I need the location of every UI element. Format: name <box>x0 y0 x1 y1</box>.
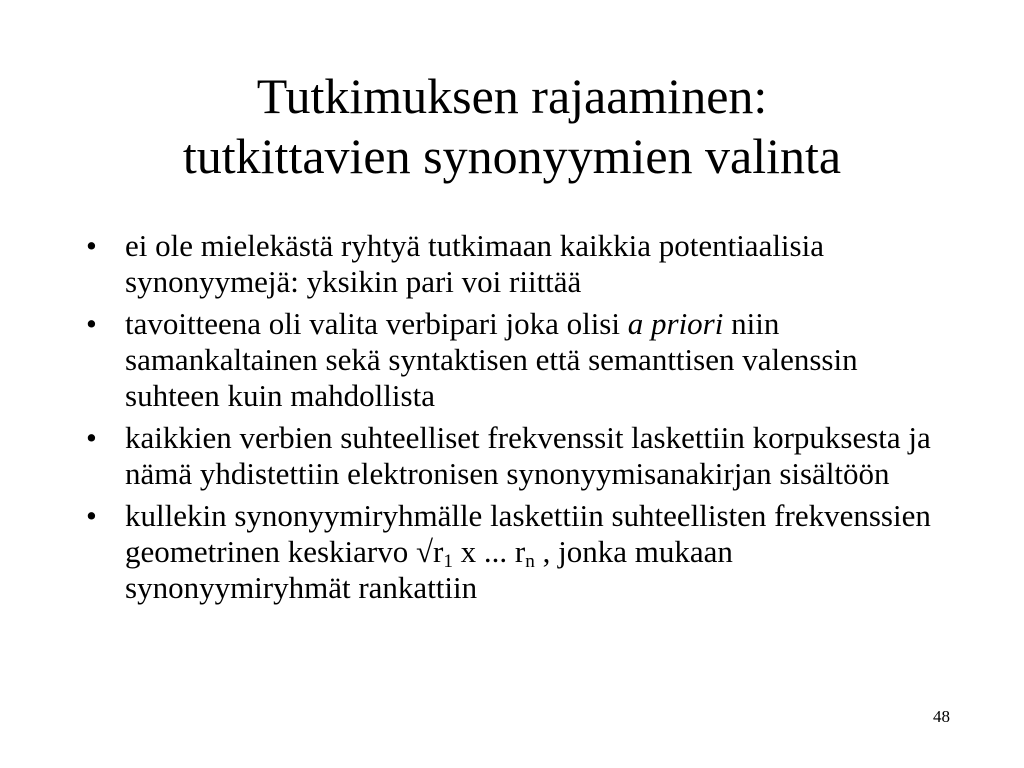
page-number: 48 <box>933 707 950 726</box>
bullet-text: kaikkien verbien suhteelliset frekvenssit laskettiin korpuksesta ja nämä yhdistettiin elektronisen synonyymisanakirjan sisältöön <box>125 420 931 491</box>
bullet-list <box>86 228 946 612</box>
bullet-dot-icon: • <box>86 420 97 455</box>
bullet-dot-icon: • <box>86 228 97 263</box>
bullet-text-italic: a priori <box>627 306 724 341</box>
bullet-text-part: tavoitteena oli valita verbipari joka olisi <box>125 306 628 341</box>
bullet-text-part: kullekin synonyymiryhmälle laskettiin suhteellisten frekvenssien geometrinen keskiarvo <box>125 498 931 569</box>
formula-root: √r <box>415 534 444 569</box>
formula-middle: x ... r <box>452 534 526 569</box>
slide-title <box>60 66 964 186</box>
title-line-1: Tutkimuksen rajaaminen: <box>256 68 768 124</box>
bullet-text <box>125 306 946 414</box>
bullet-dot-icon: • <box>86 306 97 341</box>
bullet-item <box>86 306 946 414</box>
bullet-text-part: , jonka mukaan synonyymiryhmät rankattiin <box>125 534 733 605</box>
formula-subscript-n: n <box>525 550 535 572</box>
formula-subscript-1: 1 <box>443 550 453 572</box>
bullet-dot-icon: • <box>86 498 97 533</box>
bullet-item <box>86 498 946 606</box>
bullet-text <box>125 498 946 606</box>
bullet-item <box>86 420 946 492</box>
bullet-item <box>86 228 946 300</box>
bullet-text-part: niin samankaltainen sekä syntaktisen että semanttisen valenssin suhteen kuin mahdollista <box>125 306 858 413</box>
title-line-2: tutkittavien synonyymien valinta <box>182 128 842 184</box>
bullet-text: ei ole mielekästä ryhtyä tutkimaan kaikkia potentiaalisia synonyymejä: yksikin pari voi riittää <box>125 228 824 299</box>
